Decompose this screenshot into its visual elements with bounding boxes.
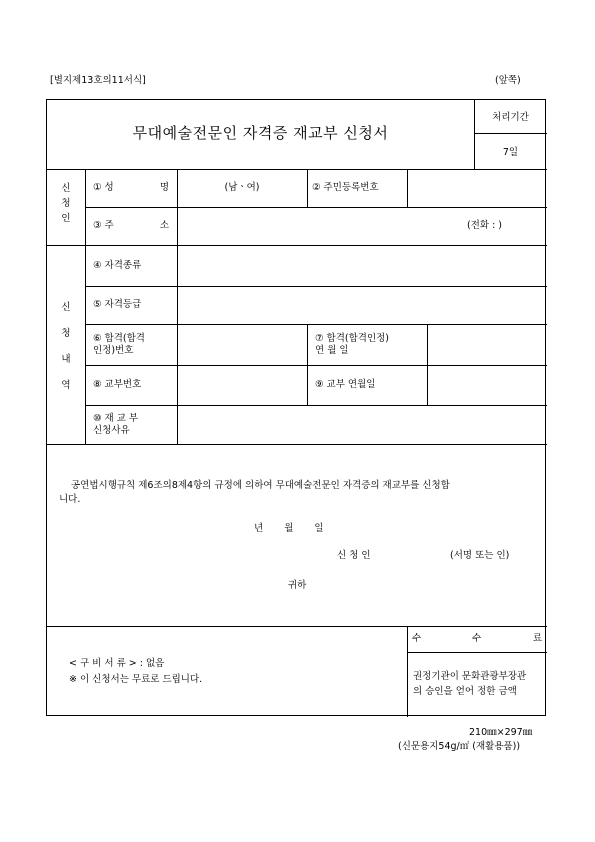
divider	[85, 286, 547, 287]
divider	[307, 324, 308, 405]
divider	[47, 169, 547, 170]
applicant-section-label: 신 청 인	[61, 183, 71, 224]
free-form-note: ※ 이 신청서는 무료로 드립니다.	[69, 674, 203, 685]
signature-field[interactable]: (서명 또는 인)	[450, 550, 510, 561]
details-section-label: 신 청 내 역	[61, 302, 71, 391]
phone-field[interactable]: (전화 : )	[467, 220, 503, 231]
divider	[307, 169, 308, 207]
divider	[427, 324, 428, 405]
divider	[85, 207, 547, 208]
paper-size: 210㎜×297㎜	[469, 727, 533, 738]
divider	[85, 405, 547, 406]
divider	[85, 169, 86, 444]
divider	[47, 444, 547, 445]
statement-line-2: 니다.	[59, 494, 81, 505]
qualification-grade-label: ⑤ 자격등급	[93, 299, 142, 310]
divider	[47, 245, 547, 246]
form-title: 무대예술전문인 자격증 재교부 신청서	[132, 124, 389, 142]
name-label: ① 성 명	[93, 182, 169, 193]
processing-period-label: 처리기간	[492, 112, 529, 123]
reissue-reason-label: ⑩ 재 교 부 신청사유	[93, 413, 139, 436]
divider	[177, 207, 178, 245]
paper-spec: (신문용지54g/㎡ (재활용품))	[398, 741, 521, 752]
fee-text-1: 권정기관이 문화관광부장관	[413, 671, 527, 682]
issue-number-label: ⑧ 교부번호	[93, 379, 142, 390]
statement-line-1: 공연법시행규칙 제6조의8제4항의 규정에 의하여 무대예술전문인 자격증의 재교부를 신청합	[71, 480, 450, 491]
application-form	[46, 99, 546, 716]
pass-number-label: ⑥ 합격(합격 인정)번호	[93, 333, 145, 356]
qualification-type-label: ④ 자격종류	[93, 260, 142, 271]
fee-label: 수 수 료	[412, 633, 542, 644]
gender-field[interactable]: (남ㆍ여)	[224, 182, 260, 193]
address-label: ③ 주 소	[93, 220, 169, 231]
page-side: (앞쪽)	[495, 75, 521, 86]
divider	[407, 169, 408, 207]
divider	[407, 626, 408, 717]
divider	[85, 324, 547, 325]
form-number: [별지제13호의11서식]	[50, 75, 146, 86]
issue-date-label: ⑨ 교부 연월일	[315, 379, 376, 390]
divider	[85, 365, 547, 366]
divider	[474, 133, 547, 134]
required-documents: < 구 비 서 류 > : 없음	[69, 658, 165, 669]
divider	[47, 626, 547, 627]
divider	[177, 245, 178, 444]
applicant-signature-label: 신 청 인	[337, 550, 371, 561]
fee-text-2: 의 승인을 얻어 정한 금액	[413, 686, 517, 697]
rrn-label: ② 주민등록번호	[312, 182, 379, 193]
processing-period-value: 7일	[502, 147, 519, 158]
recipient-label: 귀하	[288, 580, 307, 591]
application-date: 년 월 일	[254, 523, 324, 534]
divider	[407, 652, 547, 653]
pass-date-label: ⑦ 합격(합격인정) 연 월 일	[315, 333, 390, 356]
